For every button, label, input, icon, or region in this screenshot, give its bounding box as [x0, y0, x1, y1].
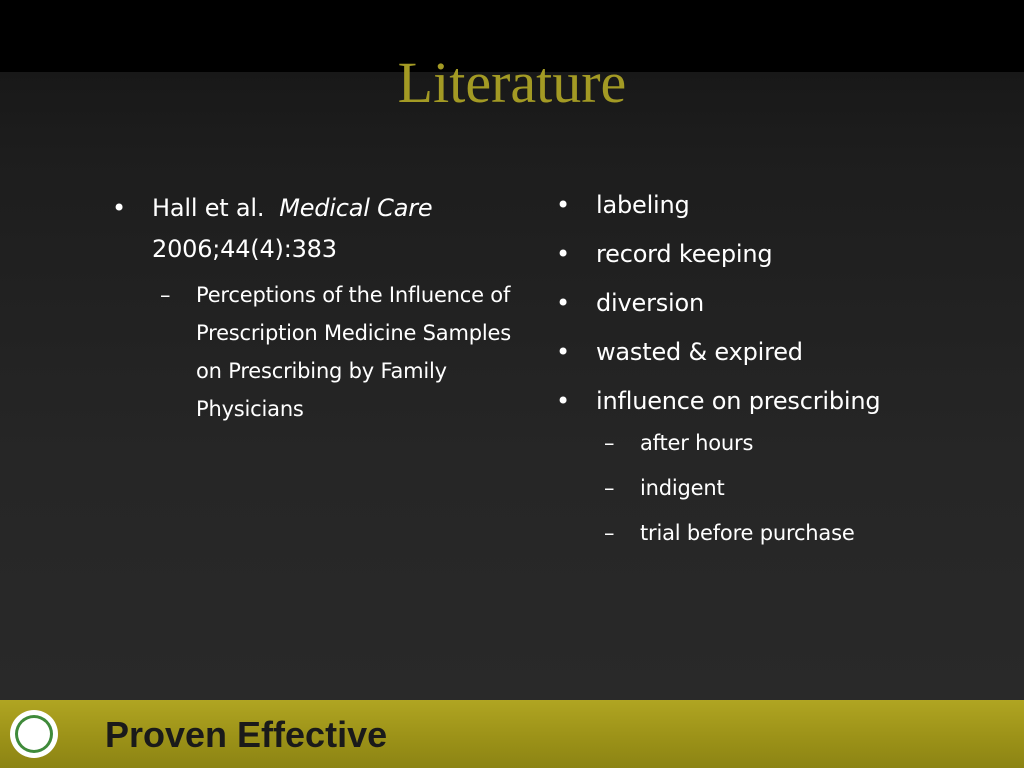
sub-item: [604, 469, 996, 507]
list-item-text: influence on prescribing: [596, 387, 881, 415]
dash: –: [604, 521, 615, 545]
bullet: •: [556, 338, 571, 366]
list-item: [556, 286, 996, 320]
bullet: •: [556, 191, 571, 219]
sub-item: [604, 424, 996, 462]
slide-title: Literature: [397, 50, 627, 115]
list-item-text: labeling: [596, 191, 690, 219]
list-item: [556, 335, 996, 369]
footer-label: Proven Effective: [105, 714, 388, 755]
citation-details: 2006;44(4):383: [152, 235, 337, 263]
list-item-text: wasted & expired: [596, 338, 803, 366]
bullet: •: [112, 194, 127, 222]
list-item-text: diversion: [596, 289, 705, 317]
list-item: [556, 384, 996, 418]
sub-item-text: after hours: [640, 431, 754, 455]
ring-logo-icon: [8, 708, 60, 760]
list-item: [556, 188, 996, 222]
citation-authors: Hall et al.: [152, 194, 265, 222]
right-column: [556, 188, 996, 559]
left-column: [112, 188, 532, 428]
sub-item-text: indigent: [640, 476, 725, 500]
sub-item-text: trial before purchase: [640, 521, 855, 545]
sub-item: [604, 514, 996, 552]
dash: –: [604, 476, 615, 500]
bullet: •: [556, 387, 571, 415]
list-item: [556, 237, 996, 271]
dash: –: [160, 283, 171, 307]
bullet: •: [556, 289, 571, 317]
citation-subitem: [160, 276, 532, 428]
bullet: •: [556, 240, 571, 268]
citation-article-title: Perceptions of the Influence of Prescription Medicine Samples on Prescribing by Family Physicians: [196, 283, 511, 421]
citation-journal: Medical Care: [279, 194, 433, 222]
list-item-text: record keeping: [596, 240, 773, 268]
citation-text: [152, 188, 432, 270]
dash: –: [604, 431, 615, 455]
citation-item: [112, 188, 532, 270]
